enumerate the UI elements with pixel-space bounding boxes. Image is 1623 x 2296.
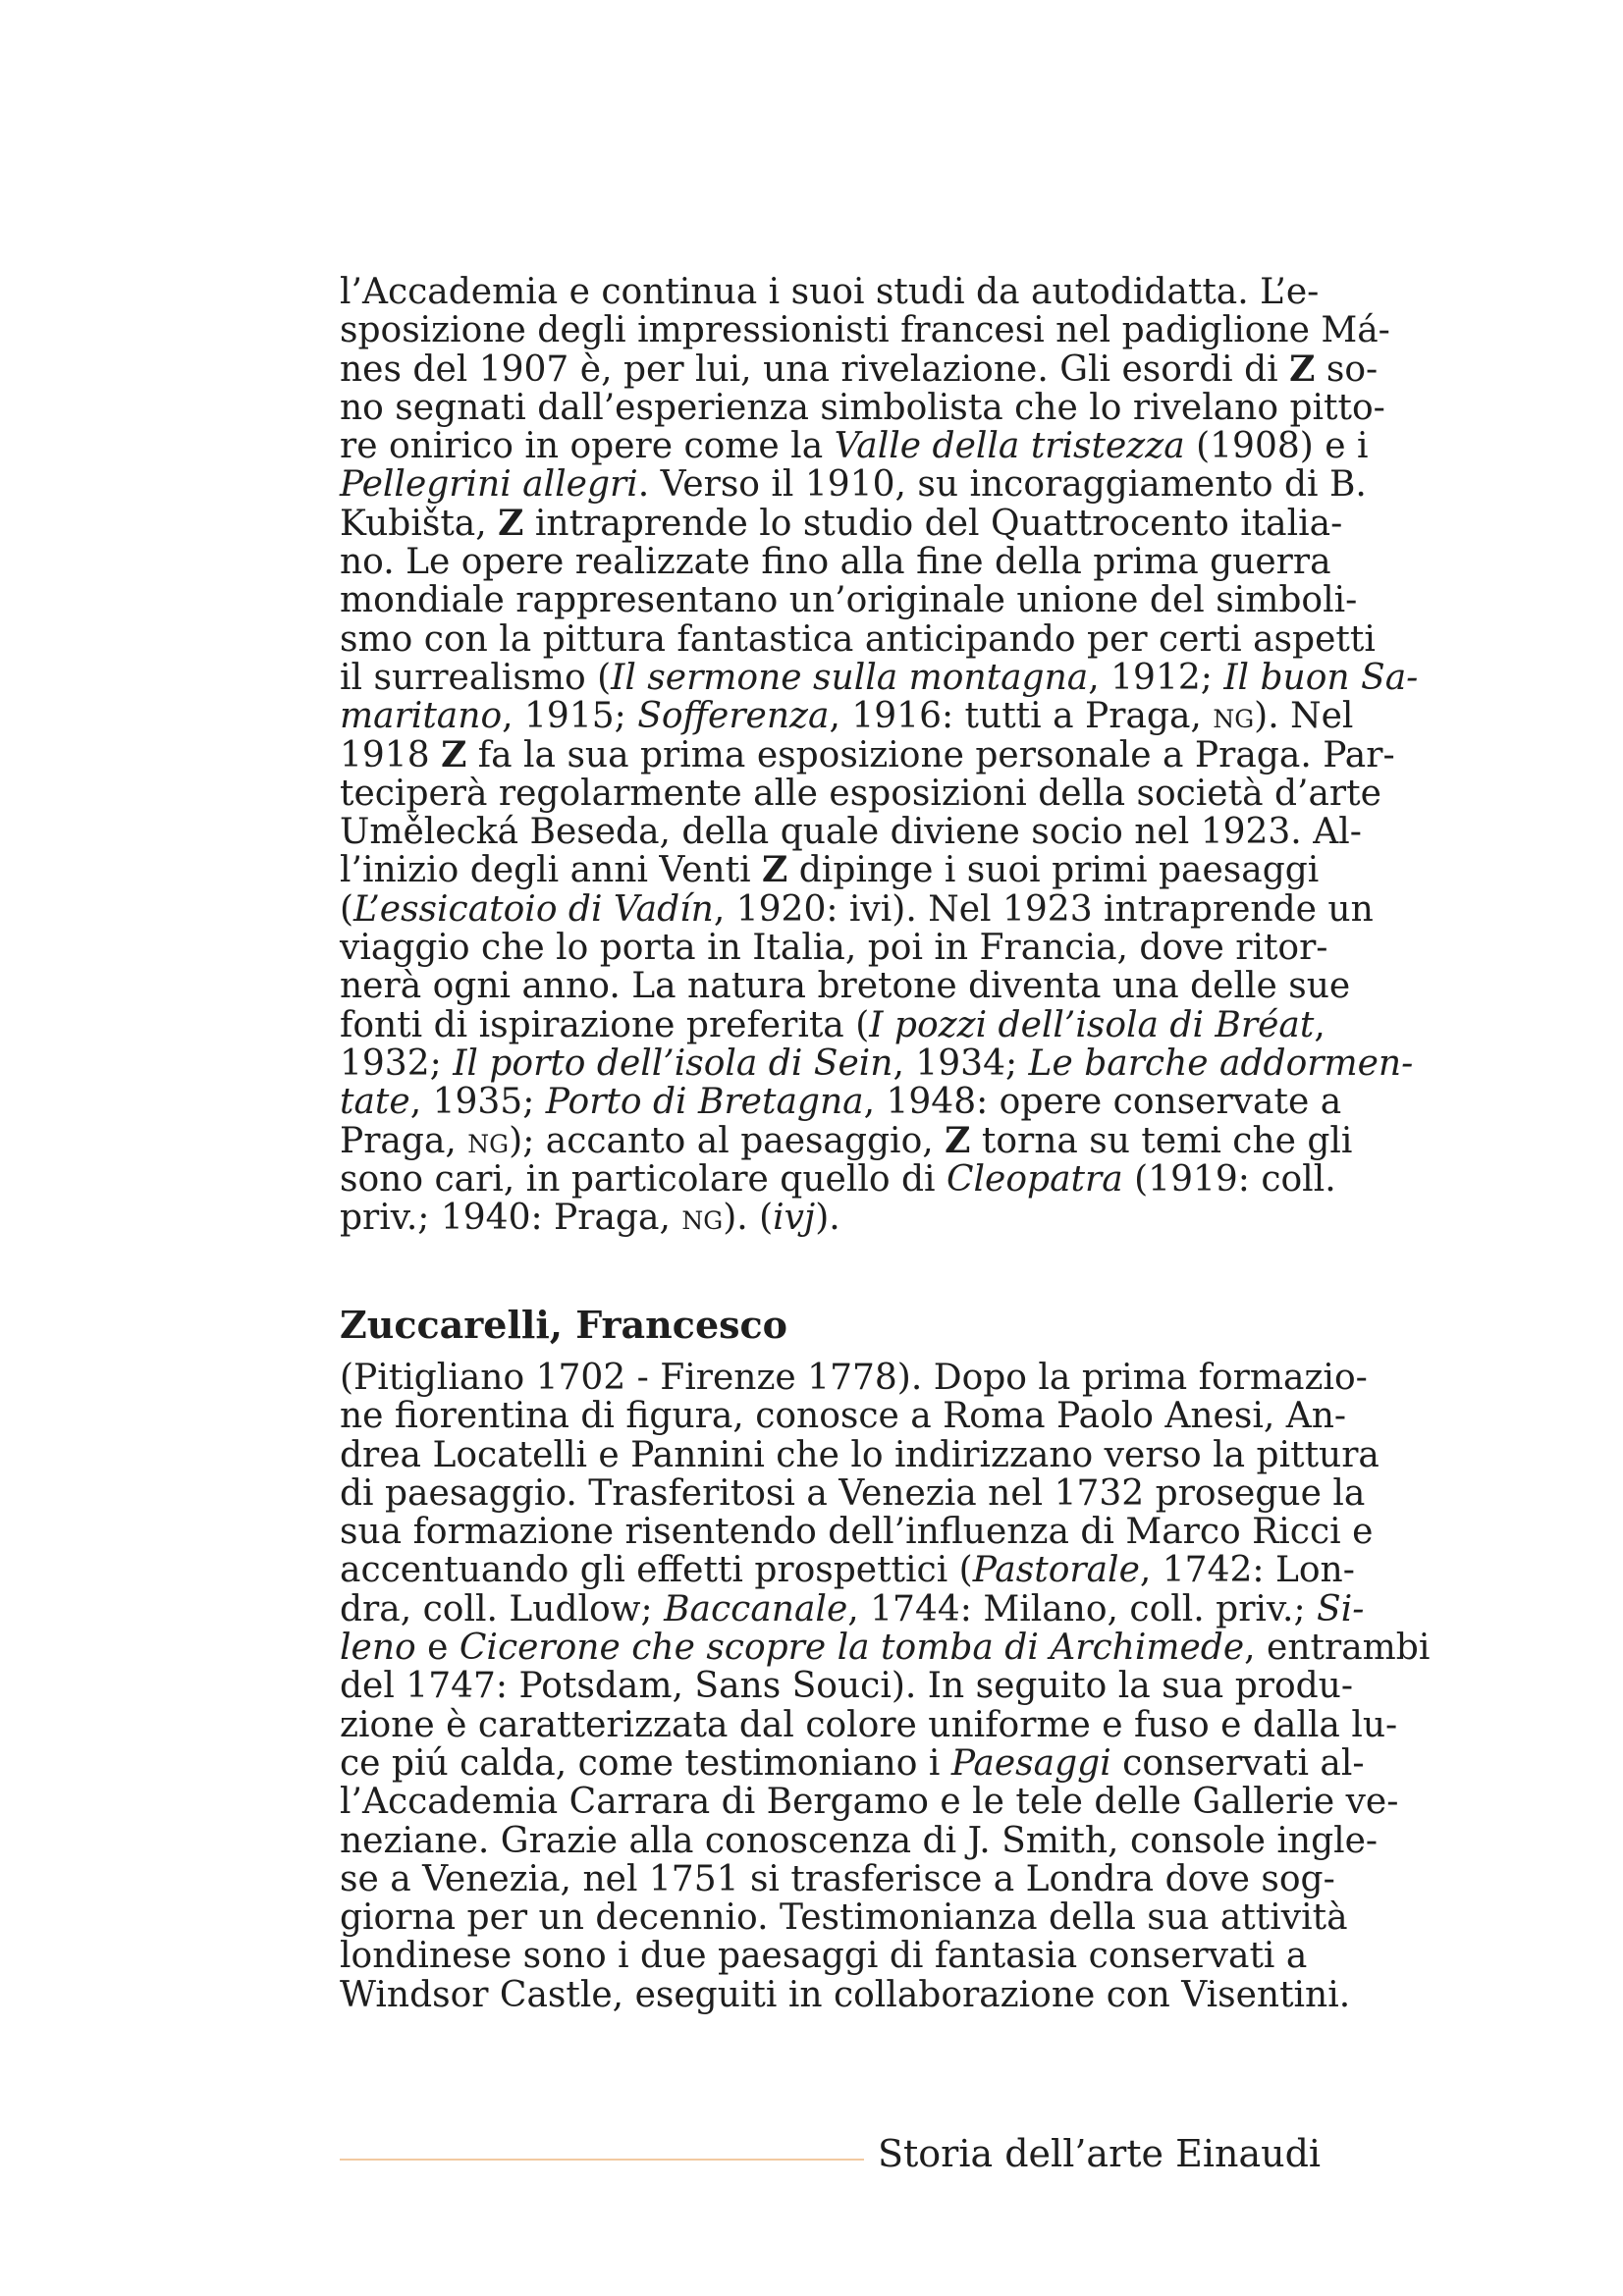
text-line (340, 1550, 1355, 1591)
text-run: dipinge i suoi primi paesaggi (787, 850, 1320, 891)
text-run: ); accanto al paesaggio, (509, 1120, 946, 1161)
text-run: Windsor Castle, eseguiti in collaborazione con Visentini. (340, 1974, 1351, 2015)
text-line (340, 812, 1362, 853)
text-run: , 1948: opere conservate a (863, 1082, 1342, 1123)
text-line (340, 1042, 1414, 1084)
text-line (340, 310, 1390, 351)
text-line (340, 849, 1320, 891)
text-line (340, 1782, 1399, 1823)
entry-2-body (340, 1358, 1431, 2015)
artwork-title: L’essicatoio di Vadín (353, 888, 714, 930)
text-line (340, 1742, 1365, 1784)
artwork-title: Paesaggi (950, 1742, 1111, 1784)
artwork-title: Il sermone sulla montagna (611, 657, 1089, 698)
text-line (340, 1396, 1347, 1437)
text-line (340, 1897, 1348, 1939)
text-run: , 1916: tutti a Praga, (829, 696, 1214, 737)
text-line (340, 618, 1376, 660)
text-run: re onirico in opere come la (340, 426, 835, 467)
text-run: e (415, 1628, 460, 1669)
text-run: (1919: coll. (1122, 1158, 1336, 1200)
artwork-title: Porto di Bretagna (545, 1082, 864, 1123)
text-run: dra, coll. Ludlow; (340, 1588, 665, 1629)
text-run: , 1742: Lon- (1139, 1550, 1355, 1591)
text-run: il surrealismo ( (340, 657, 612, 698)
text-line (340, 1119, 1353, 1161)
text-run: 1918 (340, 734, 442, 775)
text-run: drea Locatelli e Pannini che lo indirizzano verso la pittura (340, 1434, 1380, 1475)
text-run: intraprende lo studio del Quattrocento italia- (523, 503, 1343, 544)
text-run: , 1915; (502, 696, 638, 737)
artwork-title: Pastorale (972, 1550, 1140, 1591)
text-run: del 1747: Potsdam, Sans Souci). In seguito la sua produ- (340, 1666, 1354, 1707)
footer-publisher-label: Storia dell’arte Einaudi (878, 2132, 1322, 2175)
text-line (340, 272, 1320, 312)
text-run: ne fiorentina di figura, conosce a Roma Paolo Anesi, An- (340, 1396, 1347, 1437)
small-caps-abbreviation: ng (681, 1198, 724, 1239)
text-line (340, 1666, 1354, 1707)
text-run: smo con la pittura fantastica anticipando per certi aspetti (340, 618, 1376, 660)
text-line (340, 1820, 1379, 1861)
text-run: teciperà regolarmente alle esposizioni della società d’arte (340, 773, 1381, 814)
text-run: londinese sono i due paesaggi di fantasia conservati a (340, 1936, 1308, 1977)
artwork-title: Valle della tristezza (834, 426, 1185, 467)
text-run: ce piú calda, come testimoniano i (340, 1742, 951, 1784)
text-line (340, 1199, 1302, 1237)
text-line (340, 1512, 1374, 1553)
text-run: accentuando gli effetti prospettici ( (340, 1550, 973, 1591)
text-run: ). (815, 1198, 840, 1239)
text-run: di paesaggio. Trasferitosi a Venezia nel 1732 prosegue la (340, 1472, 1366, 1514)
text-run: mondiale rappresentano un’originale unione del simboli- (340, 580, 1358, 621)
text-line (340, 657, 1419, 698)
text-line (340, 1158, 1336, 1200)
text-run: (1908) e i (1184, 426, 1369, 467)
text-run: giorna per un decennio. Testimonianza della sua attività (340, 1897, 1348, 1939)
text-run: sposizione degli impressionisti francesi nel padiglione Má- (340, 310, 1390, 351)
footer-rule (340, 2159, 864, 2161)
text-run: Kubišta, (340, 503, 499, 544)
text-run: viaggio che lo porta in Italia, poi in Francia, dove ritor- (340, 928, 1328, 969)
bold-abbreviation: Z (762, 849, 788, 891)
text-run: 1932; (340, 1042, 454, 1084)
text-line (340, 966, 1351, 1007)
small-caps-abbreviation: ng (1213, 696, 1255, 737)
text-run: . Verso il 1910, su incoraggiamento di B. (637, 464, 1367, 506)
text-run: no segnati dall’esperienza simbolista che lo rivelano pitto- (340, 387, 1385, 428)
text-line (340, 1472, 1366, 1514)
text-line (340, 733, 1395, 775)
text-run: torna su temi che gli (970, 1120, 1353, 1161)
small-caps-abbreviation: ng (467, 1120, 510, 1161)
text-run: Umělecká Beseda, della quale diviene socio nel 1923. Al- (340, 812, 1362, 853)
text-run: , entrambi (1244, 1628, 1431, 1669)
artwork-title: Cicerone che scopre la tomba di Archimede (459, 1628, 1245, 1669)
text-run: zione è caratterizzata dal colore uniforme e fuso e dalla lu- (340, 1704, 1398, 1745)
text-run: neziane. Grazie alla conoscenza di J. Smith, console ingle- (340, 1820, 1379, 1861)
artwork-title: leno (340, 1628, 416, 1669)
text-run: ( (340, 888, 354, 930)
text-run: , (1314, 1004, 1325, 1045)
text-run: , 1912; (1088, 657, 1224, 698)
text-line (340, 426, 1369, 467)
text-run: Praga, (340, 1120, 468, 1161)
text-run: priv.; 1940: Praga, (340, 1198, 682, 1239)
text-run: (Pitigliano 1702 - Firenze 1778). Dopo la prima formazio- (340, 1358, 1368, 1398)
text-run: so- (1315, 348, 1379, 390)
artwork-title: I pozzi dell’isola di Bréat (869, 1004, 1315, 1045)
artwork-title: Le barche addormen- (1028, 1042, 1414, 1084)
text-run: fonti di ispirazione preferita ( (340, 1004, 870, 1045)
text-run: se a Venezia, nel 1751 si trasferisce a Londra dove sog- (340, 1858, 1335, 1899)
artwork-title: Il porto dell’isola di Sein (453, 1042, 893, 1084)
text-run: ). ( (723, 1198, 774, 1239)
text-line (340, 580, 1358, 621)
text-run: l’Accademia e continua i suoi studi da autodidatta. L’e- (340, 272, 1320, 312)
text-line (340, 1004, 1325, 1045)
text-run: no. Le opere realizzate fino alla fine della prima guerra (340, 542, 1331, 583)
bold-abbreviation: Z (945, 1119, 971, 1161)
text-line (340, 347, 1379, 390)
text-run: nes del 1907 è, per lui, una rivelazione. Gli esordi di (340, 348, 1290, 390)
text-line (340, 773, 1381, 814)
text-run: , 1920: ivi). Nel 1923 intraprende un (713, 888, 1374, 930)
artwork-title: tate (340, 1082, 410, 1123)
text-line (340, 502, 1343, 544)
bold-abbreviation: Z (1289, 347, 1316, 390)
text-run: fa la sua prima esposizione personale a Praga. Par- (466, 734, 1395, 775)
artwork-title: Il buon Sa- (1223, 657, 1419, 698)
text-run: sono cari, in particolare quello di (340, 1158, 947, 1200)
text-line (340, 542, 1331, 583)
text-line (340, 928, 1328, 969)
text-line (340, 888, 1374, 930)
text-line (340, 1082, 1342, 1123)
artwork-title: Baccanale (664, 1588, 848, 1629)
text-line (340, 1588, 1365, 1629)
text-line (340, 464, 1367, 506)
text-run: , 1935; (409, 1082, 546, 1123)
artwork-title: ivj (773, 1198, 816, 1239)
artwork-title: Sofferenza (637, 696, 830, 737)
text-line (340, 1974, 1351, 2015)
text-run: nerà ogni anno. La natura bretone diventa una delle sue (340, 966, 1351, 1007)
text-line (340, 1936, 1308, 1977)
text-line (340, 387, 1385, 428)
text-run: conservati al- (1110, 1742, 1365, 1784)
artwork-title: Pellegrini allegri (340, 464, 638, 506)
text-line (340, 1358, 1368, 1398)
text-run: , 1934; (893, 1042, 1029, 1084)
text-line (340, 1704, 1398, 1745)
text-run: l’inizio degli anni Venti (340, 850, 763, 891)
text-run: ). Nel (1254, 696, 1354, 737)
text-line (340, 1434, 1380, 1475)
text-run: , 1744: Milano, coll. priv.; (847, 1588, 1318, 1629)
bold-abbreviation: Z (441, 733, 467, 775)
text-run: sua formazione risentendo dell’influenza di Marco Ricci e (340, 1512, 1374, 1553)
text-line (340, 1628, 1431, 1669)
entry-1-body (340, 272, 1419, 1239)
entry-2-heading: Zuccarelli, Francesco (340, 1303, 787, 1347)
text-run: l’Accademia Carrara di Bergamo e le tele delle Gallerie ve- (340, 1782, 1399, 1823)
bold-abbreviation: Z (498, 502, 524, 544)
artwork-title: Si- (1317, 1588, 1365, 1629)
artwork-title: Cleopatra (946, 1158, 1123, 1200)
artwork-title: maritano (340, 696, 503, 737)
text-line (340, 1858, 1335, 1899)
text-line (340, 696, 1354, 737)
